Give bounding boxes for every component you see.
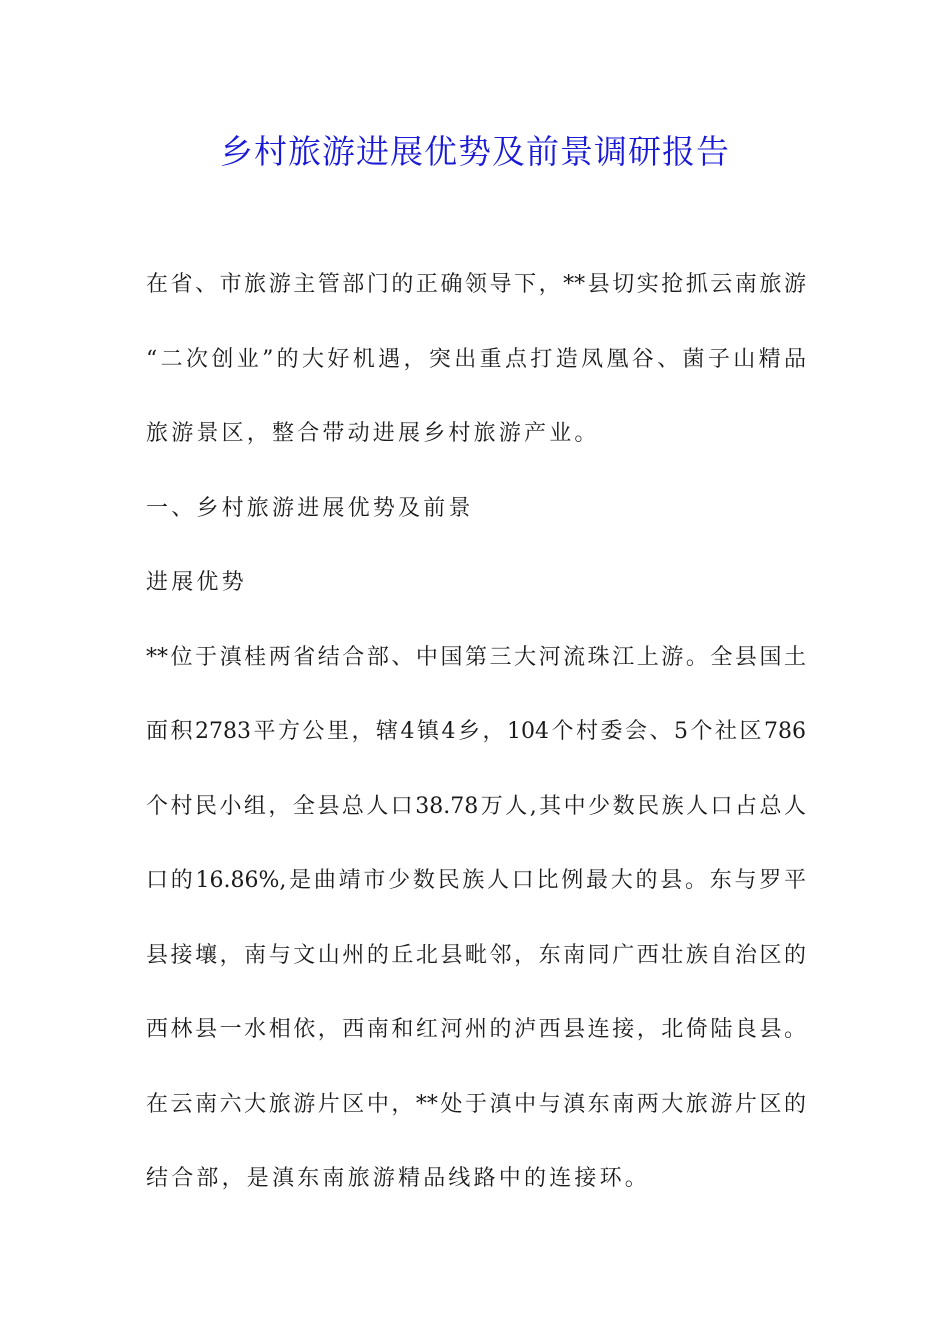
document-title: 乡村旅游进展优势及前景调研报告 — [220, 132, 730, 171]
section-heading: 一、乡村旅游进展优势及前景 — [146, 495, 474, 521]
paragraph-line: “二次创业”的大好机遇，突出重点打造凤凰谷、菌子山精品 — [146, 346, 806, 372]
subsection-heading: 进展优势 — [146, 570, 247, 595]
paragraph-line: 旅游景区，整合带动进展乡村旅游产业。 — [146, 421, 600, 446]
paragraph-line: 在云南六大旅游片区中，**处于滇中与滇东南两大旅游片区的 — [146, 1091, 806, 1117]
paragraph-line: 面积2783平方公里，辖4镇4乡，104个村委会、5个社区786 — [146, 719, 806, 744]
document-body — [146, 264, 806, 1233]
paragraph-line: 西林县一水相依，西南和红河州的泸西县连接，北倚陆良县。 — [146, 1017, 806, 1042]
paragraph-line: 结合部，是滇东南旅游精品线路中的连接环。 — [146, 1166, 651, 1191]
paragraph-line: 在省、市旅游主管部门的正确领导下，**县切实抢抓云南旅游 — [146, 272, 806, 297]
paragraph-line: **位于滇桂两省结合部、中国第三大河流珠江上游。全县国土 — [146, 644, 806, 670]
paragraph-line: 县接壤，南与文山州的丘北县毗邻，东南同广西壮族自治区的 — [146, 942, 806, 968]
paragraph-line: 个村民小组，全县总人口38.78万人,其中少数民族人口占总人 — [146, 793, 806, 819]
paragraph-line: 口的16.86%,是曲靖市少数民族人口比例最大的县。东与罗平 — [146, 868, 806, 893]
